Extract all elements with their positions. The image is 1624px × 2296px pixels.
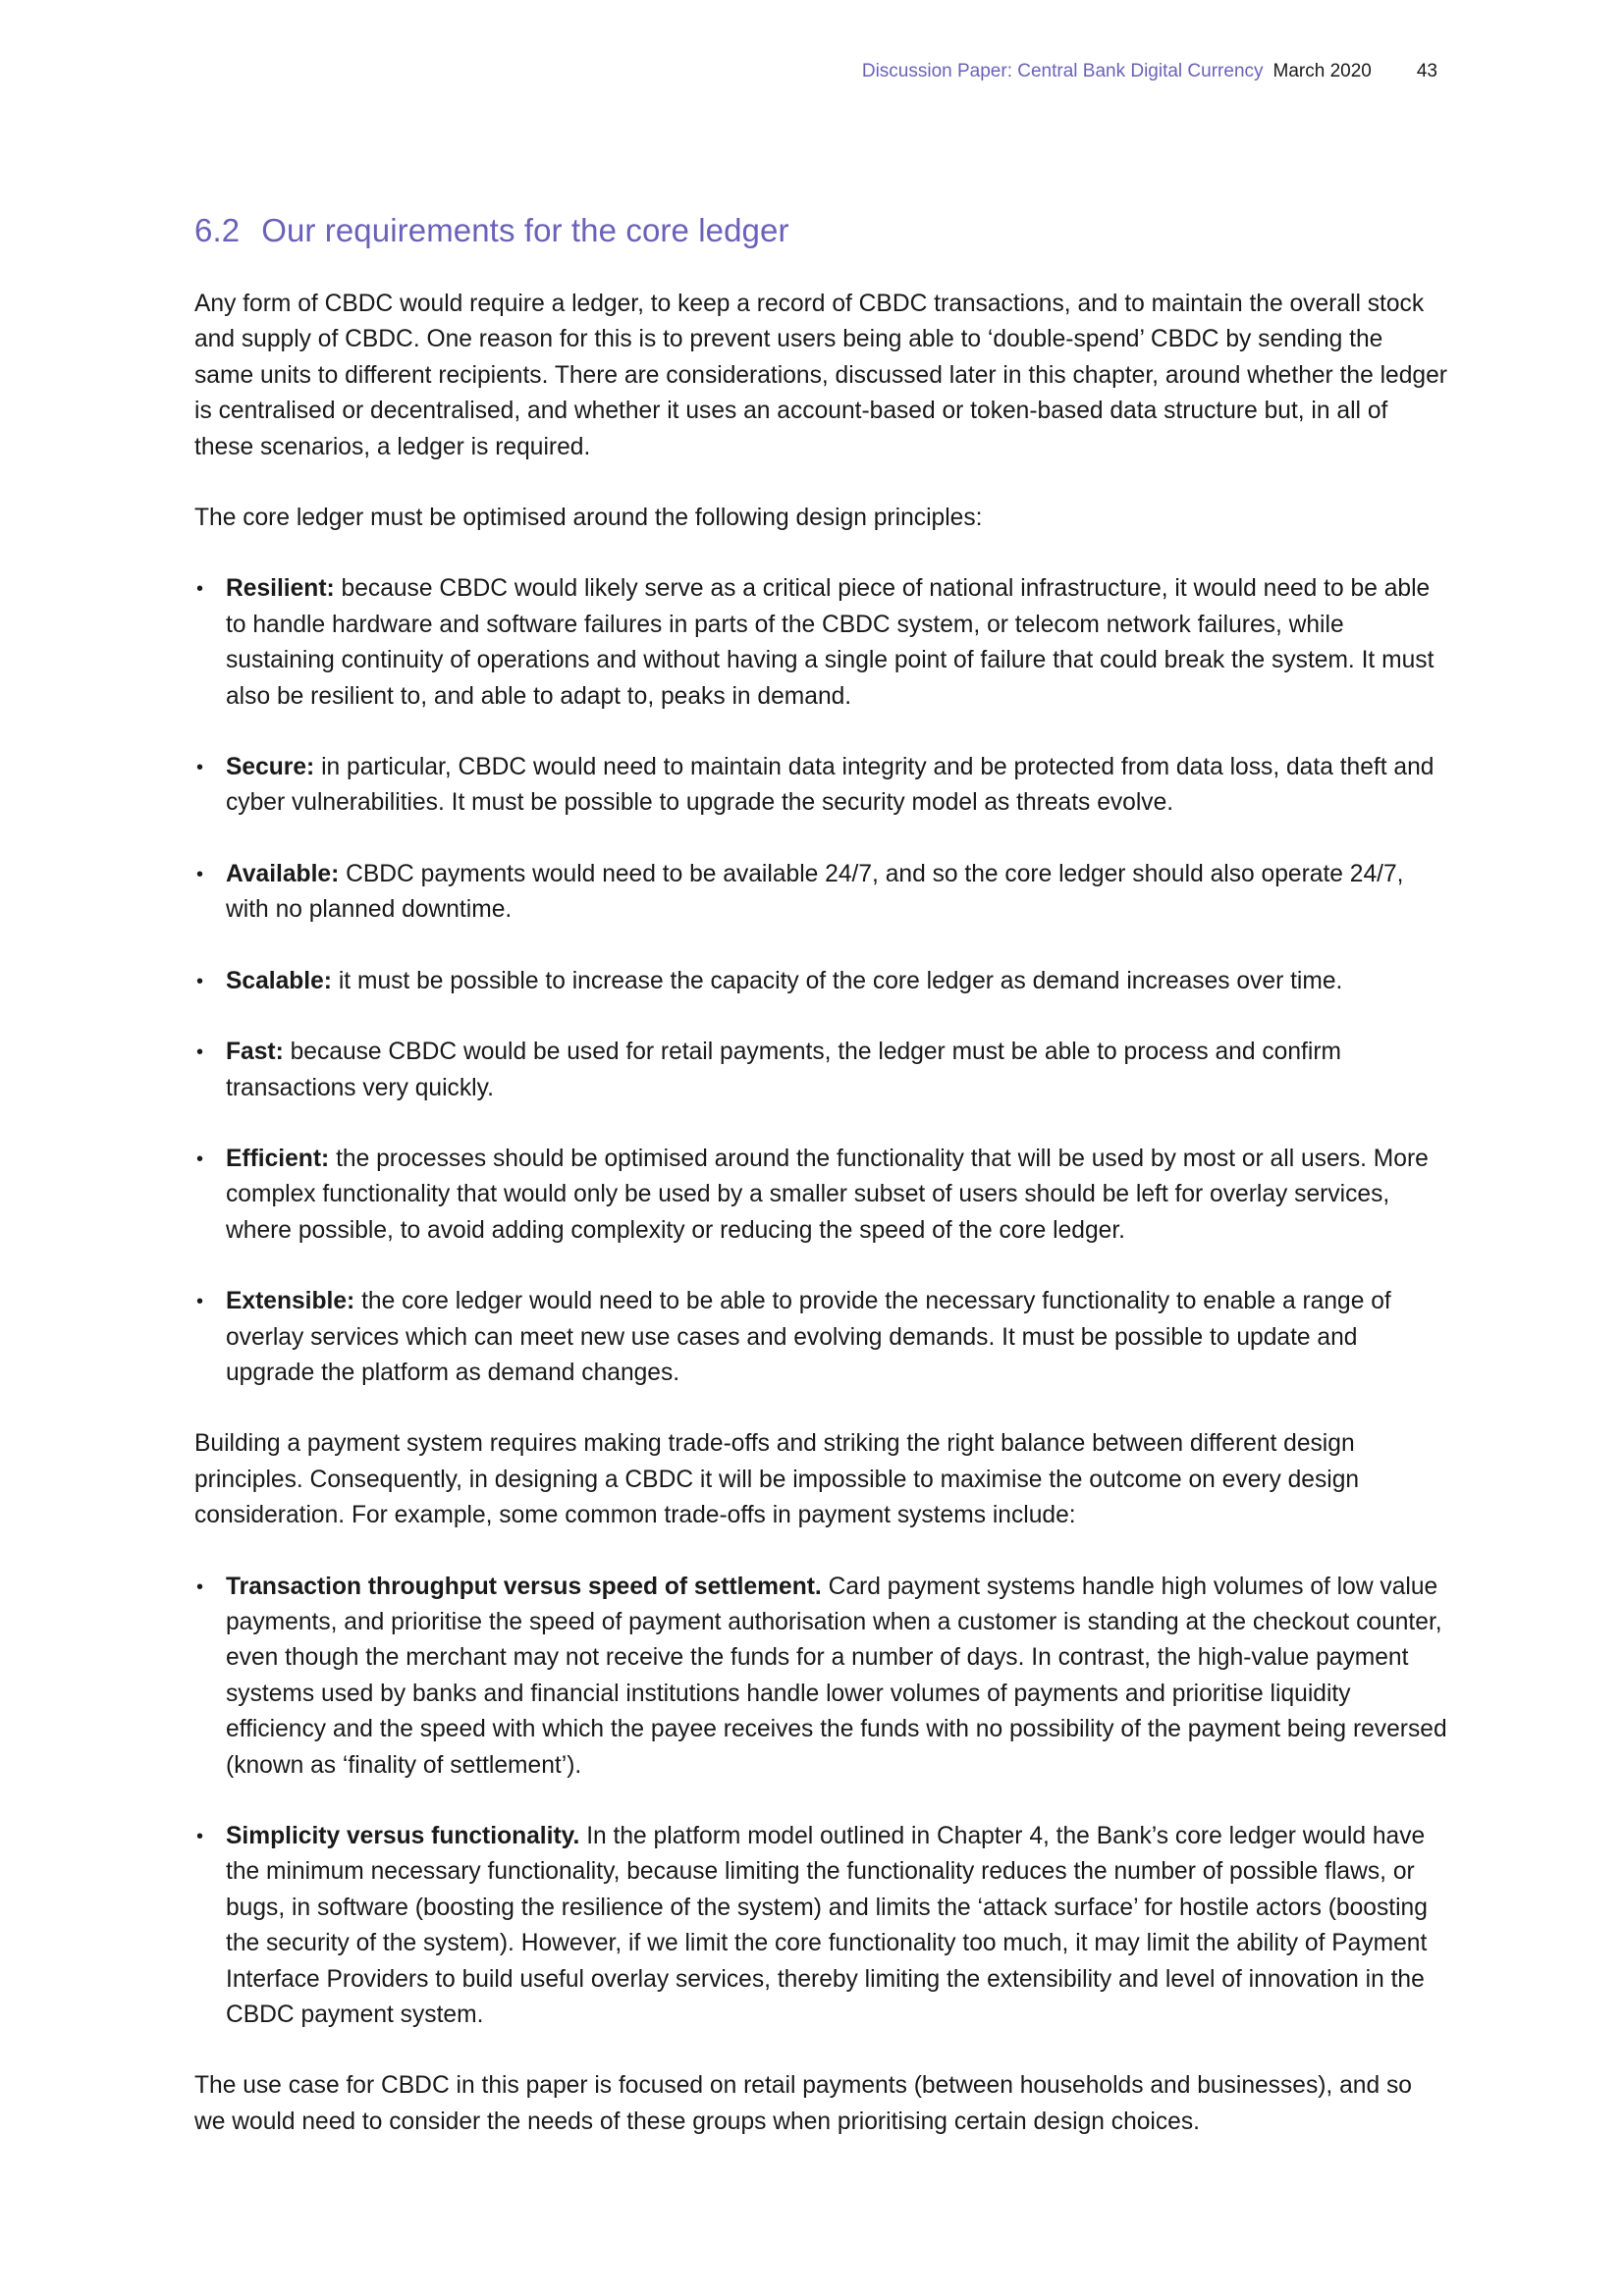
list-item-text: Card payment systems handle high volumes of low value payments, and prioritise the speed of payment authorisation when a customer is standing at the checkout counter, even though the merchant may not receive the funds for a number of days. In contrast, the high-value payment systems used by banks and financial institutions handle lower volumes of payments and prioritise liquidity efficiency and the speed with which the payee receives the funds with no possibility of the payment being reversed (known as ‘finality of settlement’). [226, 1573, 1447, 1779]
list-item-text: it must be possible to increase the capacity of the core ledger as demand increases over time. [338, 967, 1343, 994]
list-item-text: CBDC payments would need to be available 24/7, and so the core ledger should also operate 24/7, with no planned downtime. [226, 860, 1404, 924]
list-item-text: because CBDC would be used for retail payments, the ledger must be able to process and confirm transactions very quickly. [226, 1039, 1342, 1101]
list-item-text: the core ledger would need to be able to provide the necessary functionality to enable a range of overlay services which can meet new use cases and evolving demands. It must be possible to update and upgrade the platform as demand changes. [226, 1288, 1391, 1386]
tradeoffs-list [194, 1570, 1447, 2034]
list-item [194, 750, 1447, 822]
document-title: Discussion Paper: Central Bank Digital Currency [861, 61, 1264, 81]
list-item-term: Extensible: [226, 1288, 355, 1315]
section-heading [194, 212, 1447, 249]
bullet-icon: • [196, 970, 204, 992]
list-item [194, 964, 1447, 999]
list-item [194, 1570, 1447, 1784]
list-item-text: in particular, CBDC would need to maintain data integrity and be protected from data loss, data theft and cyber vulnerabilities. It must be possible to upgrade the security model as threats evolve. [226, 754, 1435, 817]
list-item-term: Simplicity versus functionality. [226, 1823, 580, 1849]
page-body [194, 212, 1447, 2175]
section-title: Our requirements for the core ledger [261, 212, 789, 248]
list-item-term: Resilient: [226, 575, 335, 603]
list-item-term: Fast: [226, 1039, 284, 1066]
list-item-text: the processes should be optimised around the functionality that will be used by most or all users. More complex functionality that would only be used by a smaller subset of users should be left for overlay services, where possible, to avoid adding complexity or reducing the speed of the core ledger. [226, 1145, 1429, 1244]
intro-paragraph: Any form of CBDC would require a ledger, to keep a record of CBDC transactions, and to maintain the overall stock and supply of CBDC. One reason for this is to prevent users being able to ‘double-spend’ CBDC by sending the same units to different recipients. There are considerations, discussed later in this chapter, around whether the ledger is centralised or decentralised, and whether it uses an account-based or token-based data structure but, in all of these scenarios, a ledger is required. [194, 291, 1447, 460]
list-item-term: Available: [226, 860, 340, 887]
list-item [194, 857, 1447, 929]
bullet-icon: • [196, 1041, 204, 1064]
list-item [194, 1142, 1447, 1249]
bullet-icon: • [196, 1826, 204, 1847]
list-item-term: Transaction throughput versus speed of settlement. [226, 1573, 822, 1600]
bullet-icon: • [196, 578, 204, 601]
design-principles-list [194, 571, 1447, 1391]
closing-paragraph: The use case for CBDC in this paper is focused on retail payments (between households and businesses), and so we would need to consider the needs of these groups when prioritising certain design choices. [194, 2072, 1412, 2135]
principles-intro-paragraph: The core ledger must be optimised around the following design principles: [194, 505, 983, 532]
list-item-term: Secure: [226, 754, 315, 781]
publication-date: March 2020 [1272, 61, 1372, 81]
list-item-term: Efficient: [226, 1145, 330, 1172]
list-item [194, 1819, 1447, 2033]
list-item [194, 1284, 1447, 1391]
list-item-text: In the platform model outlined in Chapter 4, the Bank’s core ledger would have the minimum necessary functionality, because limiting the functionality reduces the number of possible flaws, or bugs, in software (boosting the resilience of the system) and limits the ‘attack surface’ for hostile actors (boosting the security of the system). However, if we limit the core functionality too much, it may limit the ability of Payment Interface Providers to build useful overlay services, thereby limiting the extensibility and level of innovation in the CBDC payment system. [226, 1823, 1428, 2029]
list-item [194, 571, 1447, 715]
running-header [862, 61, 1437, 82]
bullet-icon: • [196, 757, 204, 779]
list-item [194, 1035, 1447, 1106]
list-item-term: Scalable: [226, 967, 332, 994]
list-item-text: because CBDC would likely serve as a critical piece of national infrastructure, it would need to be able to handle hardware and software failures in parts of the CBDC system, or telecom network failures, while sustaining continuity of operations and without having a single point of failure that could break the system. It must also be resilient to, and able to adapt to, peaks in demand. [226, 575, 1435, 710]
bullet-icon: • [196, 1575, 204, 1598]
tradeoffs-intro-paragraph: Building a payment system requires making trade-offs and striking the right balance between different design principles. Consequently, in designing a CBDC it will be impossible to maximise the outcome on every design consideration. For example, some common trade-offs in payment systems include: [194, 1430, 1360, 1529]
section-number: 6.2 [194, 212, 241, 248]
bullet-icon: • [196, 863, 204, 885]
bullet-icon: • [196, 1148, 204, 1170]
page-number: 43 [1416, 61, 1437, 81]
bullet-icon: • [196, 1291, 204, 1313]
